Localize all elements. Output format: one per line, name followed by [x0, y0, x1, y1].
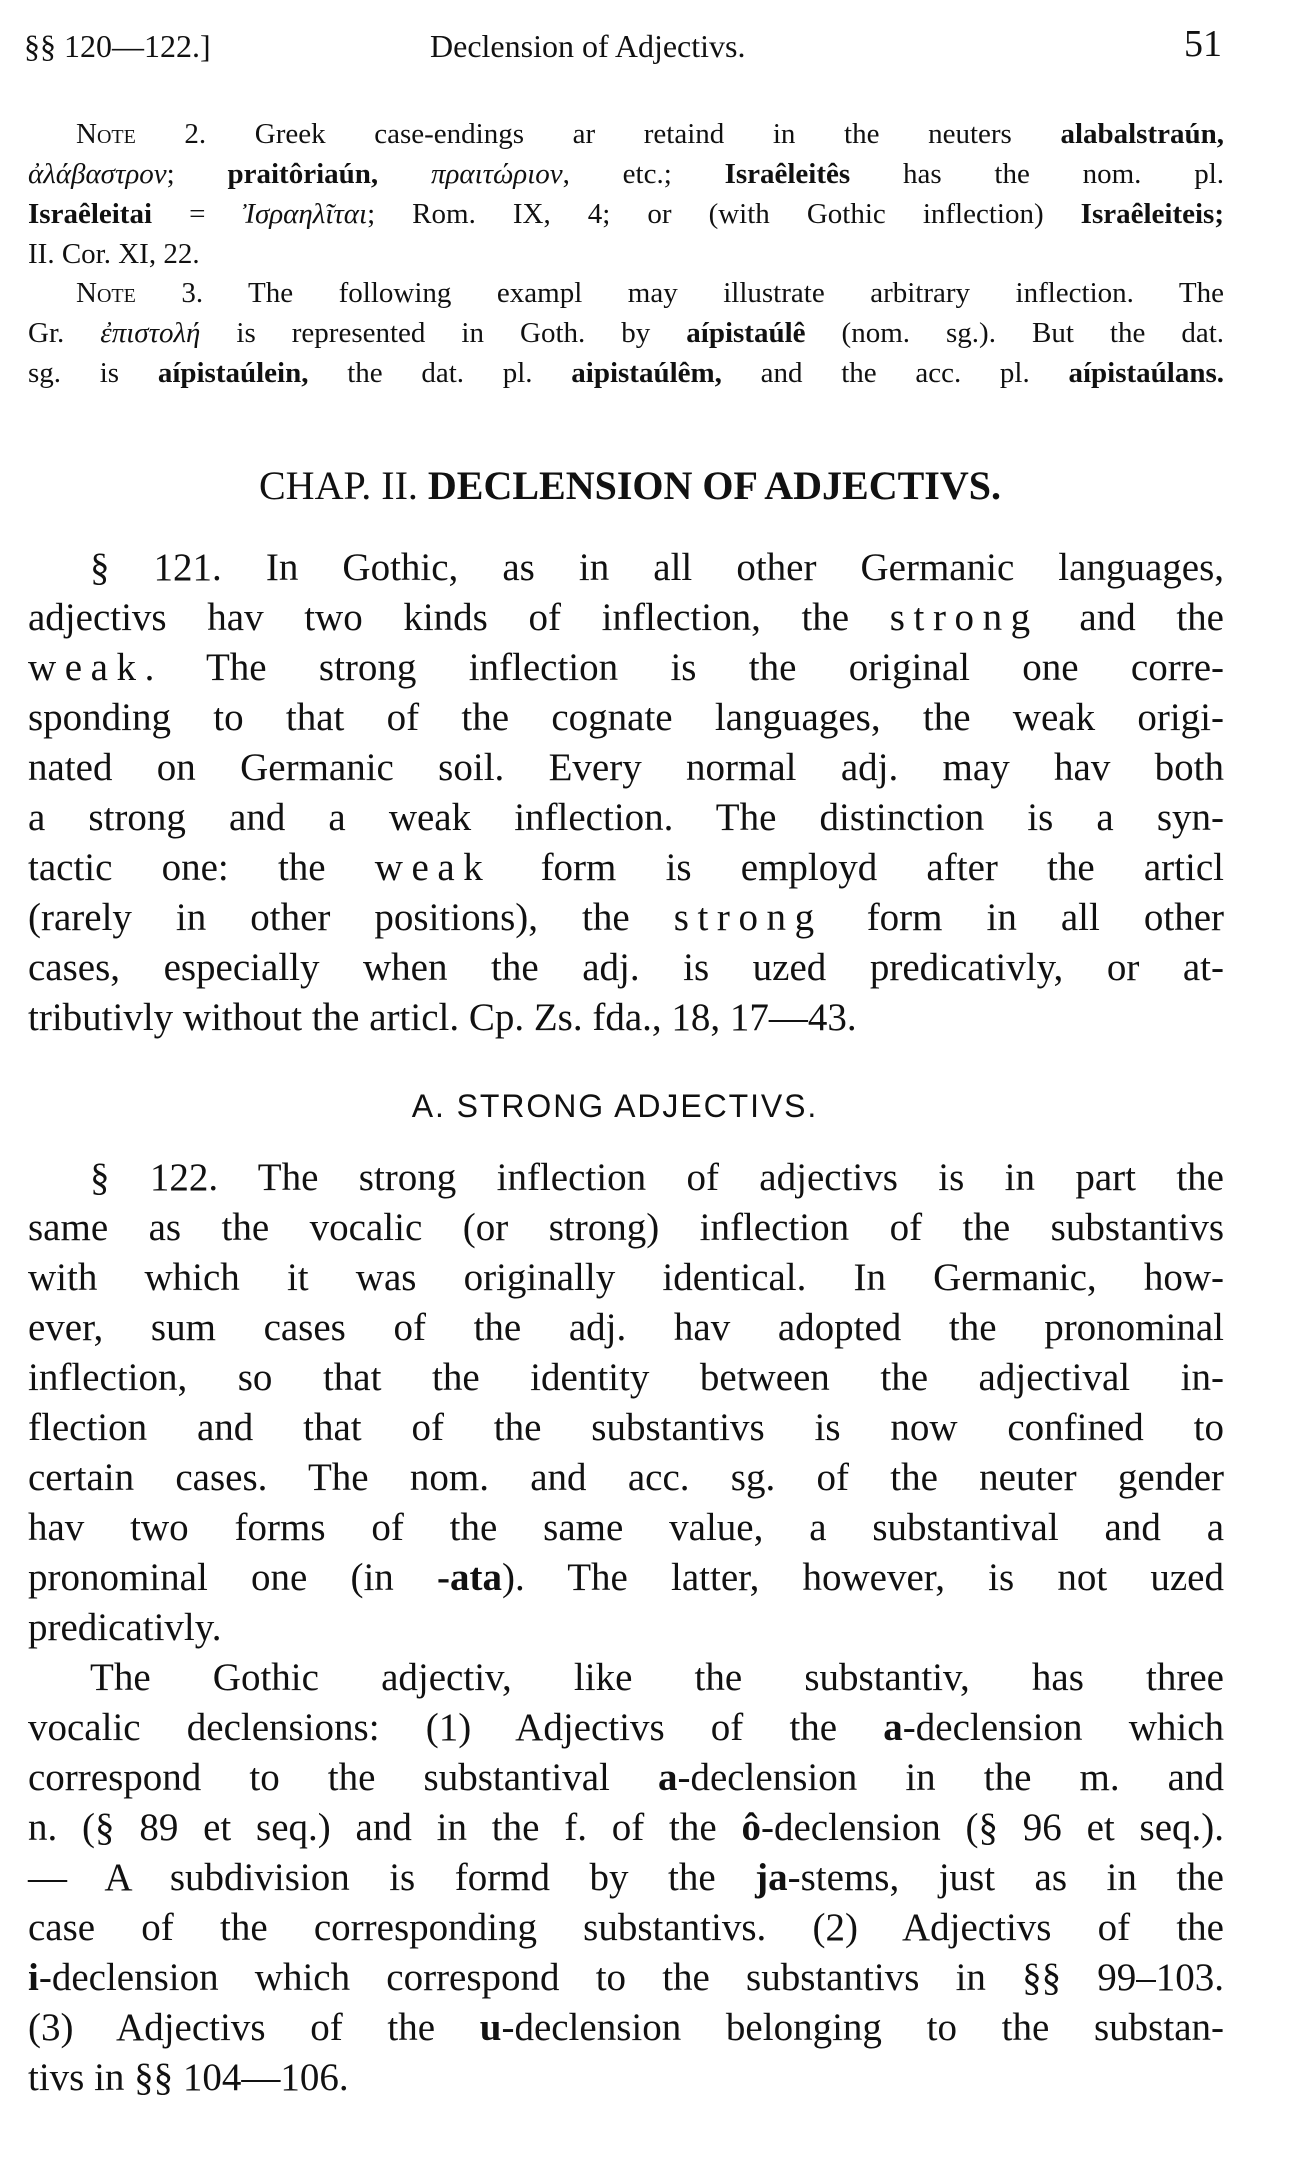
- text-segment: (rarely in other positions), the: [28, 896, 674, 939]
- note-label: Note 2.: [76, 118, 207, 150]
- text-segment: II. Cor. XI, 22.: [28, 238, 200, 270]
- text-segment: is represented in Goth. by: [200, 317, 687, 349]
- text-segment: inflection, so that the identity between the adjectival in-: [28, 1356, 1224, 1399]
- bold-term: aípistaúlans.: [1068, 357, 1224, 389]
- chapter-number: CHAP. II.: [259, 463, 418, 508]
- text-segment: form in all other: [822, 896, 1224, 939]
- text-line: [28, 1903, 1224, 1953]
- text-segment: adjectivs hav two kinds of inflection, the: [28, 596, 890, 639]
- text-line: [28, 1403, 1224, 1453]
- text-line: [28, 1353, 1224, 1403]
- text-line: [28, 1253, 1224, 1303]
- paragraph-declensions: [28, 1653, 1224, 2103]
- bold-term: ô: [741, 1806, 761, 1849]
- text-line: [28, 943, 1224, 993]
- text-line: [28, 1703, 1224, 1753]
- text-segment: -declension which correspond to the substantivs in §§ 99–103.: [38, 1956, 1224, 1999]
- text-line: [28, 1503, 1224, 1553]
- greek-term: πραιτώριον: [430, 158, 563, 190]
- text-segment: n. (§ 89 et seq.) and in the f. of the: [28, 1806, 742, 1849]
- greek-term: ἀλάβαστρον: [28, 158, 167, 190]
- text-segment: case of the corresponding substantivs. (2) Adjectivs of the: [28, 1906, 1224, 1949]
- text-line: [28, 194, 1224, 234]
- text-line: [28, 2053, 1224, 2103]
- bold-term: aípistaúlein,: [157, 357, 309, 389]
- section-heading: A. STRONG ADJECTIVS.: [411, 1088, 819, 1124]
- text-line: [28, 114, 1224, 154]
- running-header-section-range: §§ 120—122.]: [24, 28, 211, 64]
- text-segment: and the: [1038, 596, 1224, 639]
- text-segment: § 122. The strong inflection of adjectivs is in part the: [90, 1156, 1224, 1199]
- text-segment: cases, especially when the adj. is uzed predicativly, or at-: [28, 946, 1224, 989]
- text-segment: =: [152, 198, 243, 230]
- note-label: Note 3.: [76, 277, 204, 309]
- bold-term: aipistaúlêm,: [571, 357, 722, 389]
- bold-term: ja: [755, 1856, 788, 1899]
- text-segment: § 121. In Gothic, as in all other Germanic languages,: [90, 546, 1224, 589]
- text-segment: Greek case-endings ar retaind in the neuters: [206, 118, 1061, 150]
- bold-term: a: [657, 1756, 678, 1799]
- text-line: [28, 353, 1224, 393]
- text-segment: -declension (§ 96 et seq.).: [760, 1806, 1225, 1849]
- text-line: [28, 793, 1224, 843]
- text-segment: (nom. sg.). But the dat.: [805, 317, 1225, 349]
- text-segment: has the nom. pl.: [850, 158, 1225, 190]
- text-segment: ever, sum cases of the adj. hav adopted the pronominal: [28, 1306, 1224, 1349]
- text-segment: form is employd after the articl: [491, 846, 1224, 889]
- chapter-title: DECLENSION OF ADJECTIVS.: [427, 463, 1001, 508]
- text-segment: and the acc. pl.: [721, 357, 1069, 389]
- text-line: [28, 893, 1224, 943]
- text-segment: ). The latter, however, is not uzed: [501, 1556, 1224, 1599]
- text-segment: tivs in §§ 104—106.: [28, 2056, 349, 2099]
- text-line: [28, 643, 1224, 693]
- text-line: [28, 273, 1224, 313]
- text-segment: same as the vocalic (or strong) inflection of the substantivs: [28, 1206, 1224, 1249]
- text-segment: -declension in the m. and: [677, 1756, 1224, 1799]
- text-segment: The following exampl may illustrate arbitrary inflection. The: [203, 277, 1224, 309]
- spaced-term: strong: [673, 896, 823, 939]
- text-segment: sponding to that of the cognate languages, the weak origi-: [28, 696, 1224, 739]
- text-segment: nated on Germanic soil. Every normal adj. may hav both: [28, 746, 1224, 789]
- text-segment: correspond to the substantival: [28, 1756, 658, 1799]
- text-segment: . The strong inflection is the original one corre-: [144, 646, 1224, 689]
- text-line: [28, 154, 1224, 194]
- text-line: [28, 1753, 1224, 1803]
- text-line: [28, 234, 1224, 274]
- running-header-title: Declension of Adjectivs.: [430, 28, 746, 64]
- bold-term: alabalstraún,: [1060, 118, 1225, 150]
- page-number: 51: [1184, 23, 1222, 65]
- bold-term: Israêleiteis;: [1080, 198, 1224, 230]
- bold-term: praitôriaún,: [227, 158, 379, 190]
- text-segment: pronominal one (in: [28, 1556, 437, 1599]
- chapter-heading: [0, 462, 1260, 509]
- text-segment: -declension which: [902, 1706, 1224, 1749]
- spaced-term: strong: [889, 596, 1039, 639]
- text-line: [28, 693, 1224, 743]
- text-segment: tactic one: the: [28, 846, 375, 889]
- note-2: [28, 114, 1224, 274]
- text-line: [28, 843, 1224, 893]
- bold-term: Israêleitês: [724, 158, 851, 190]
- text-segment: a strong and a weak inflection. The distinction is a syn-: [28, 796, 1224, 839]
- bold-term: i: [28, 1956, 39, 1999]
- text-line: [28, 593, 1224, 643]
- text-line: [28, 543, 1224, 593]
- greek-term: Ἰσραηλῖται: [242, 198, 368, 230]
- paragraph-122: [28, 1153, 1224, 1653]
- text-segment: ; Rom. IX, 4; or (with Gothic inflection): [367, 198, 1081, 230]
- text-line: [28, 743, 1224, 793]
- text-segment: , etc.;: [562, 158, 725, 190]
- bold-term: Israêleitai: [28, 198, 153, 230]
- text-segment: vocalic declensions: (1) Adjectivs of the: [28, 1706, 884, 1749]
- text-line: [28, 1653, 1224, 1703]
- text-segment: the dat. pl.: [308, 357, 572, 389]
- note-3: [28, 273, 1224, 393]
- text-segment: (3) Adjectivs of the: [28, 2006, 480, 2049]
- text-line: [28, 1553, 1224, 1603]
- text-segment: Gr.: [28, 317, 101, 349]
- spaced-term: weak: [28, 646, 145, 689]
- text-line: [28, 1603, 1224, 1653]
- bold-term: aípistaúlê: [686, 317, 806, 349]
- text-line: [28, 313, 1224, 353]
- text-line: [28, 1853, 1224, 1903]
- text-segment: with which it was originally identical. In Germanic, how-: [28, 1256, 1224, 1299]
- text-line: [28, 2003, 1224, 2053]
- text-segment: sg. is: [28, 357, 158, 389]
- text-segment: tributivly without the articl. Cp. Zs. fda., 18, 17—43.: [28, 996, 857, 1039]
- text-line: [28, 1453, 1224, 1503]
- bold-term: a: [883, 1706, 903, 1749]
- text-segment: The Gothic adjectiv, like the substantiv, has three: [90, 1656, 1224, 1699]
- text-segment: certain cases. The nom. and acc. sg. of the neuter gender: [28, 1456, 1224, 1499]
- text-segment: predicativly.: [28, 1606, 222, 1649]
- text-line: [28, 1303, 1224, 1353]
- text-segment: -declension belonging to the substan-: [501, 2006, 1224, 2049]
- text-line: [28, 1203, 1224, 1253]
- bold-term: -ata: [437, 1556, 502, 1599]
- bold-term: u: [479, 2006, 502, 2049]
- text-segment: -stems, just as in the: [787, 1856, 1224, 1899]
- text-line: [28, 993, 1224, 1043]
- text-line: [28, 1803, 1224, 1853]
- text-segment: — A subdivision is formd by the: [28, 1856, 756, 1899]
- greek-term: ἐπιστολή: [100, 317, 201, 349]
- text-line: [28, 1953, 1224, 2003]
- text-segment: [378, 158, 431, 190]
- text-segment: ;: [166, 158, 228, 190]
- spaced-term: weak: [374, 846, 492, 889]
- text-line: [28, 1153, 1224, 1203]
- text-segment: flection and that of the substantivs is now confined to: [28, 1406, 1224, 1449]
- paragraph-121: [28, 543, 1224, 1043]
- text-segment: hav two forms of the same value, a substantival and a: [28, 1506, 1224, 1549]
